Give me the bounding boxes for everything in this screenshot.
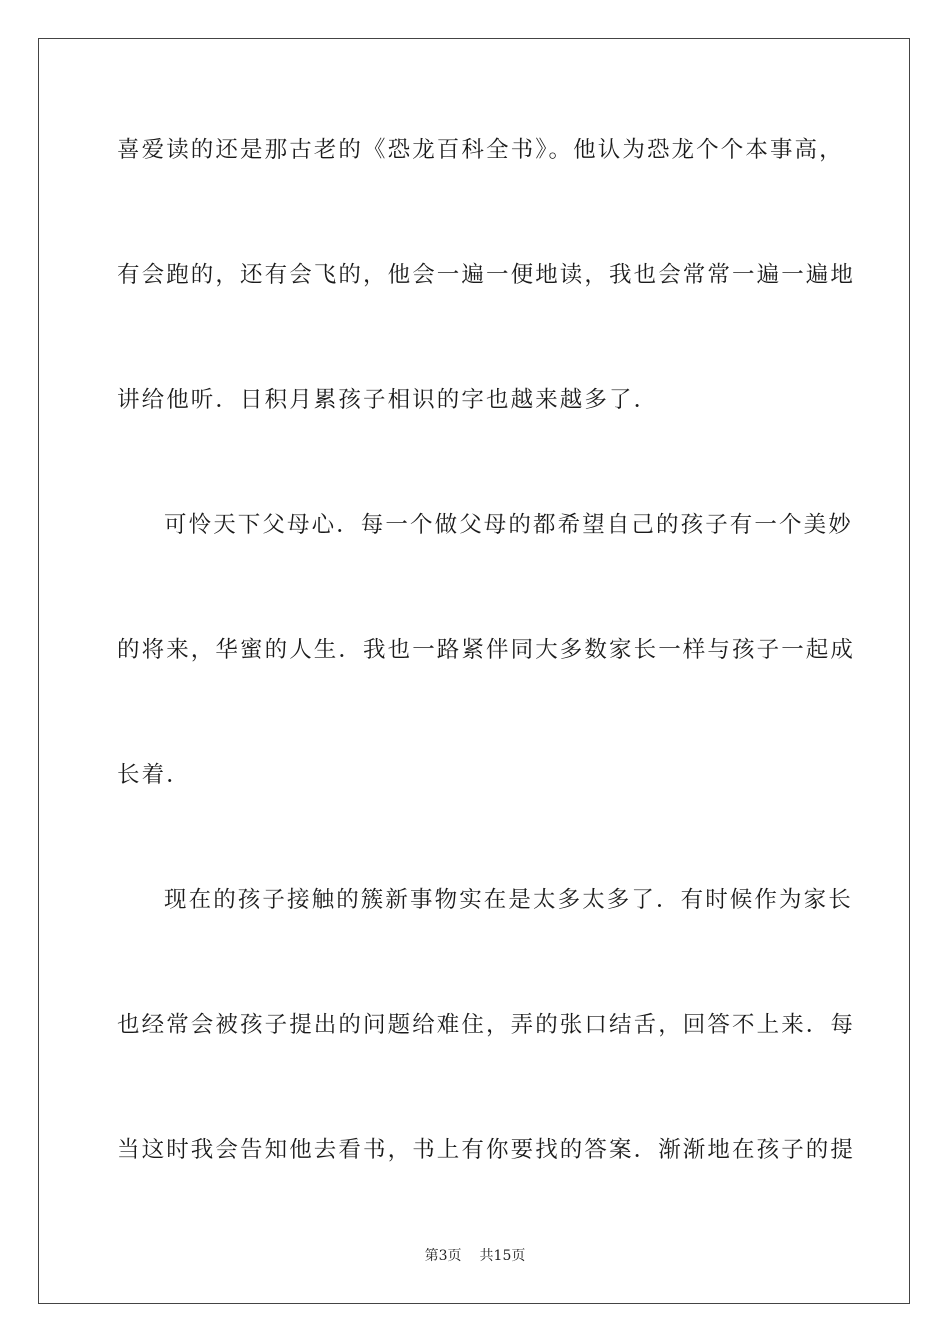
paragraph-start-line: 现在的孩子接触的簇新事物实在是太多太多了．有时候作为家长 xyxy=(164,887,853,913)
text-line: 的将来，华蜜的人生．我也一路紧伴同大多数家长一样与孩子一起成 xyxy=(117,637,856,663)
text-line: 当这时我会告知他去看书，书上有你要找的答案．渐渐地在孩子的提 xyxy=(117,1137,856,1163)
page-footer xyxy=(0,1246,950,1266)
text-line: 有会跑的，还有会飞的，他会一遍一便地读，我也会常常一遍一遍地 xyxy=(117,262,856,288)
page-border xyxy=(38,38,910,1304)
page-total: 共15页 xyxy=(479,1248,526,1264)
text-line: 讲给他听．日积月累孩子相识的字也越来越多了． xyxy=(117,387,659,413)
page-number: 第3页 xyxy=(424,1248,462,1264)
text-line: 也经常会被孩子提出的问题给难住，弄的张口结舌，回答不上来．每 xyxy=(117,1012,856,1038)
paragraph-start-line: 可怜天下父母心．每一个做父母的都希望自己的孩子有一个美妙 xyxy=(164,512,853,538)
text-line: 喜爱读的还是那古老的《恐龙百科全书》。他认为恐龙个个本事高， xyxy=(117,137,844,163)
text-line: 长着． xyxy=(117,762,191,788)
